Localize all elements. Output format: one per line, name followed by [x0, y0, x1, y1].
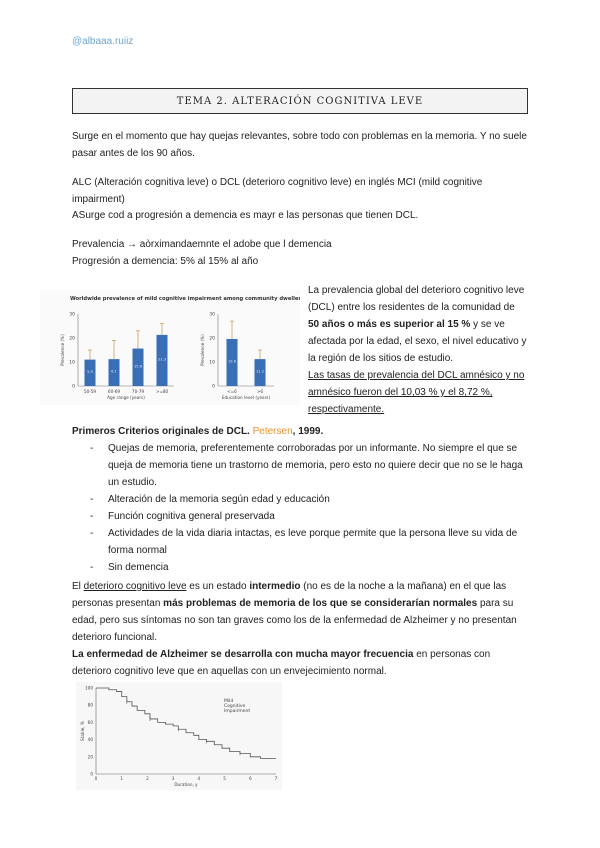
- list-item: - Alteración de la memoria según edad y educación: [90, 494, 330, 505]
- y-tick-label: 20: [209, 336, 215, 342]
- x-tick-label: >6: [256, 389, 264, 394]
- y-tick-label: 30: [69, 312, 75, 318]
- progression-note: ASurge cod a progresión a demencia es mayr e las personas que tienen DCL.: [72, 210, 419, 221]
- author-handle: @albaaa.ruiiz: [72, 36, 134, 47]
- x-tick-label: 3: [171, 776, 175, 781]
- stability-figure: [76, 682, 282, 790]
- legend-line-3: Impairment: [224, 709, 251, 714]
- x-tick-label: 4: [197, 776, 201, 781]
- x-tick-label: >=80: [155, 389, 169, 394]
- stability-line-chart: [76, 682, 282, 790]
- y-tick-label: 0: [212, 384, 215, 390]
- criteria-list: [90, 440, 528, 576]
- y-axis-label: Prevalence (%): [60, 334, 65, 366]
- x-tick-label: 5: [223, 776, 226, 781]
- x-tick-label: 0: [94, 776, 98, 781]
- y-axis-label: Prevalence (%): [200, 334, 205, 366]
- bar-value-label: 5.9: [87, 369, 93, 374]
- summary-bold: 50 años o más es superior al 15 %: [308, 319, 471, 330]
- criteria-heading-prefix: Primeros Criterios originales de DCL.: [72, 426, 253, 437]
- y-tick-label: 60: [87, 719, 93, 725]
- criteria-author: Petersen: [252, 426, 293, 437]
- chart-title: Worldwide prevalence of mild cognitive impairment among community dwellers: [70, 296, 300, 302]
- summary-text-2: y se ve afectada por la edad, el sexo, el nivel educativo y la región de los sitios de estudio.: [308, 319, 527, 364]
- bar-value-label: 11.2: [255, 369, 265, 374]
- bar-value-label: 6.1: [111, 369, 117, 374]
- bar-value-label: 21.3: [157, 357, 167, 362]
- bar-value-label: 15.6: [133, 364, 143, 369]
- alzheimer-statement: La enfermedad de Alzheimer se desarrolla con mucha mayor frecuencia: [72, 649, 414, 660]
- prevalence-summary: [308, 282, 528, 418]
- x-tick-label: 50-59: [83, 389, 97, 394]
- survival-line: [96, 688, 276, 759]
- y-tick-label: 0: [90, 771, 93, 777]
- page-title: TEMA 2. ALTERACIÓN COGNITIVA LEVE: [72, 88, 528, 114]
- x-tick-label: 70-79: [131, 389, 145, 394]
- y-tick-label: 20: [69, 336, 75, 342]
- list-item: - Sin demencia: [90, 562, 169, 573]
- y-tick-label: 20: [87, 754, 93, 760]
- bar-value-label: 19.6: [227, 359, 237, 364]
- list-item: - Actividades de la vida diaria intactas, es leve porque permite que la persona lleve su vida de forma normal: [90, 528, 518, 556]
- criteria-heading: [72, 423, 528, 440]
- y-tick-label: 100: [85, 685, 93, 691]
- term-dcl: deterioro cognitivo leve: [83, 581, 187, 592]
- intro-paragraph: Surge en el momento que hay quejas relevantes, sobre todo con problemas en la memoria. Y no suele pasar antes de los 90 años.: [72, 131, 527, 159]
- prevalence-bar-charts: [40, 290, 300, 405]
- x-tick-label: 7: [274, 776, 278, 781]
- legend-line-2: Cognitive: [224, 704, 246, 709]
- progression-line: Progresión a demencia: 5% al 15% al año: [72, 256, 259, 267]
- definition-acronyms: ALC (Alteración cognitiva leve) o DCL (deterioro cognitivo leve) en inglés MCI (mild cognitive impairment): [72, 177, 483, 205]
- summary-underlined: Las tasas de prevalencia del DCL amnésico y no amnésico fueron del 10,03 % y el 8,72 %, respectivamente.: [308, 370, 525, 415]
- x-axis-label: Education level (years): [221, 395, 271, 400]
- prevalence-figure: [40, 290, 300, 405]
- y-tick-label: 30: [209, 312, 215, 318]
- x-axis-label: Duration, y: [174, 782, 198, 787]
- x-tick-label: 1: [120, 776, 124, 781]
- definition-paragraph: El deterioro cognitivo leve es un estado intermedio (no es de la noche a la mañana) en el que las personas presentan más problemas de memoria de los que se considerarían normales para su edad, pero sus síntomas no son tan graves como los de la enfermedad de Alzheimer y no presentan deterioro funcional. La enfermedad de Alzheimer se desarrolla con mucha mayor frecuencia en personas con deterioro cognitivo leve que en aquellas con un envejecimiento normal.: [72, 581, 517, 677]
- x-tick-label: 2: [146, 776, 149, 781]
- x-tick-label: <=6: [227, 389, 237, 394]
- y-tick-label: 10: [69, 360, 75, 366]
- y-tick-label: 40: [87, 737, 93, 743]
- summary-text-1: La prevalencia global del deterioro cognitivo leve (DCL) entre los residentes de la comunidad de: [308, 285, 525, 313]
- x-tick-label: 60-69: [107, 389, 121, 394]
- legend-line-1: Mild: [224, 699, 234, 704]
- y-tick-label: 10: [209, 360, 215, 366]
- y-tick-label: 80: [87, 702, 93, 708]
- y-tick-label: 0: [72, 384, 75, 390]
- criteria-heading-suffix: , 1999.: [292, 426, 324, 437]
- list-item: - Función cognitiva general preservada: [90, 511, 275, 522]
- prevalence-line: Prevalencia → aòrximandaemnte el adobe que l demencia: [72, 239, 332, 250]
- y-axis-label: Stable, %: [80, 721, 85, 741]
- list-item: - Quejas de memoria, preferentemente corroboradas por un informante. No siempre el que se queja de memoria tiene un trastorno de memoria, pero esto no quiere decir que no se le haga un estudio.: [90, 443, 523, 488]
- x-axis-label: Age range (years): [107, 395, 145, 400]
- x-tick-label: 6: [248, 776, 252, 781]
